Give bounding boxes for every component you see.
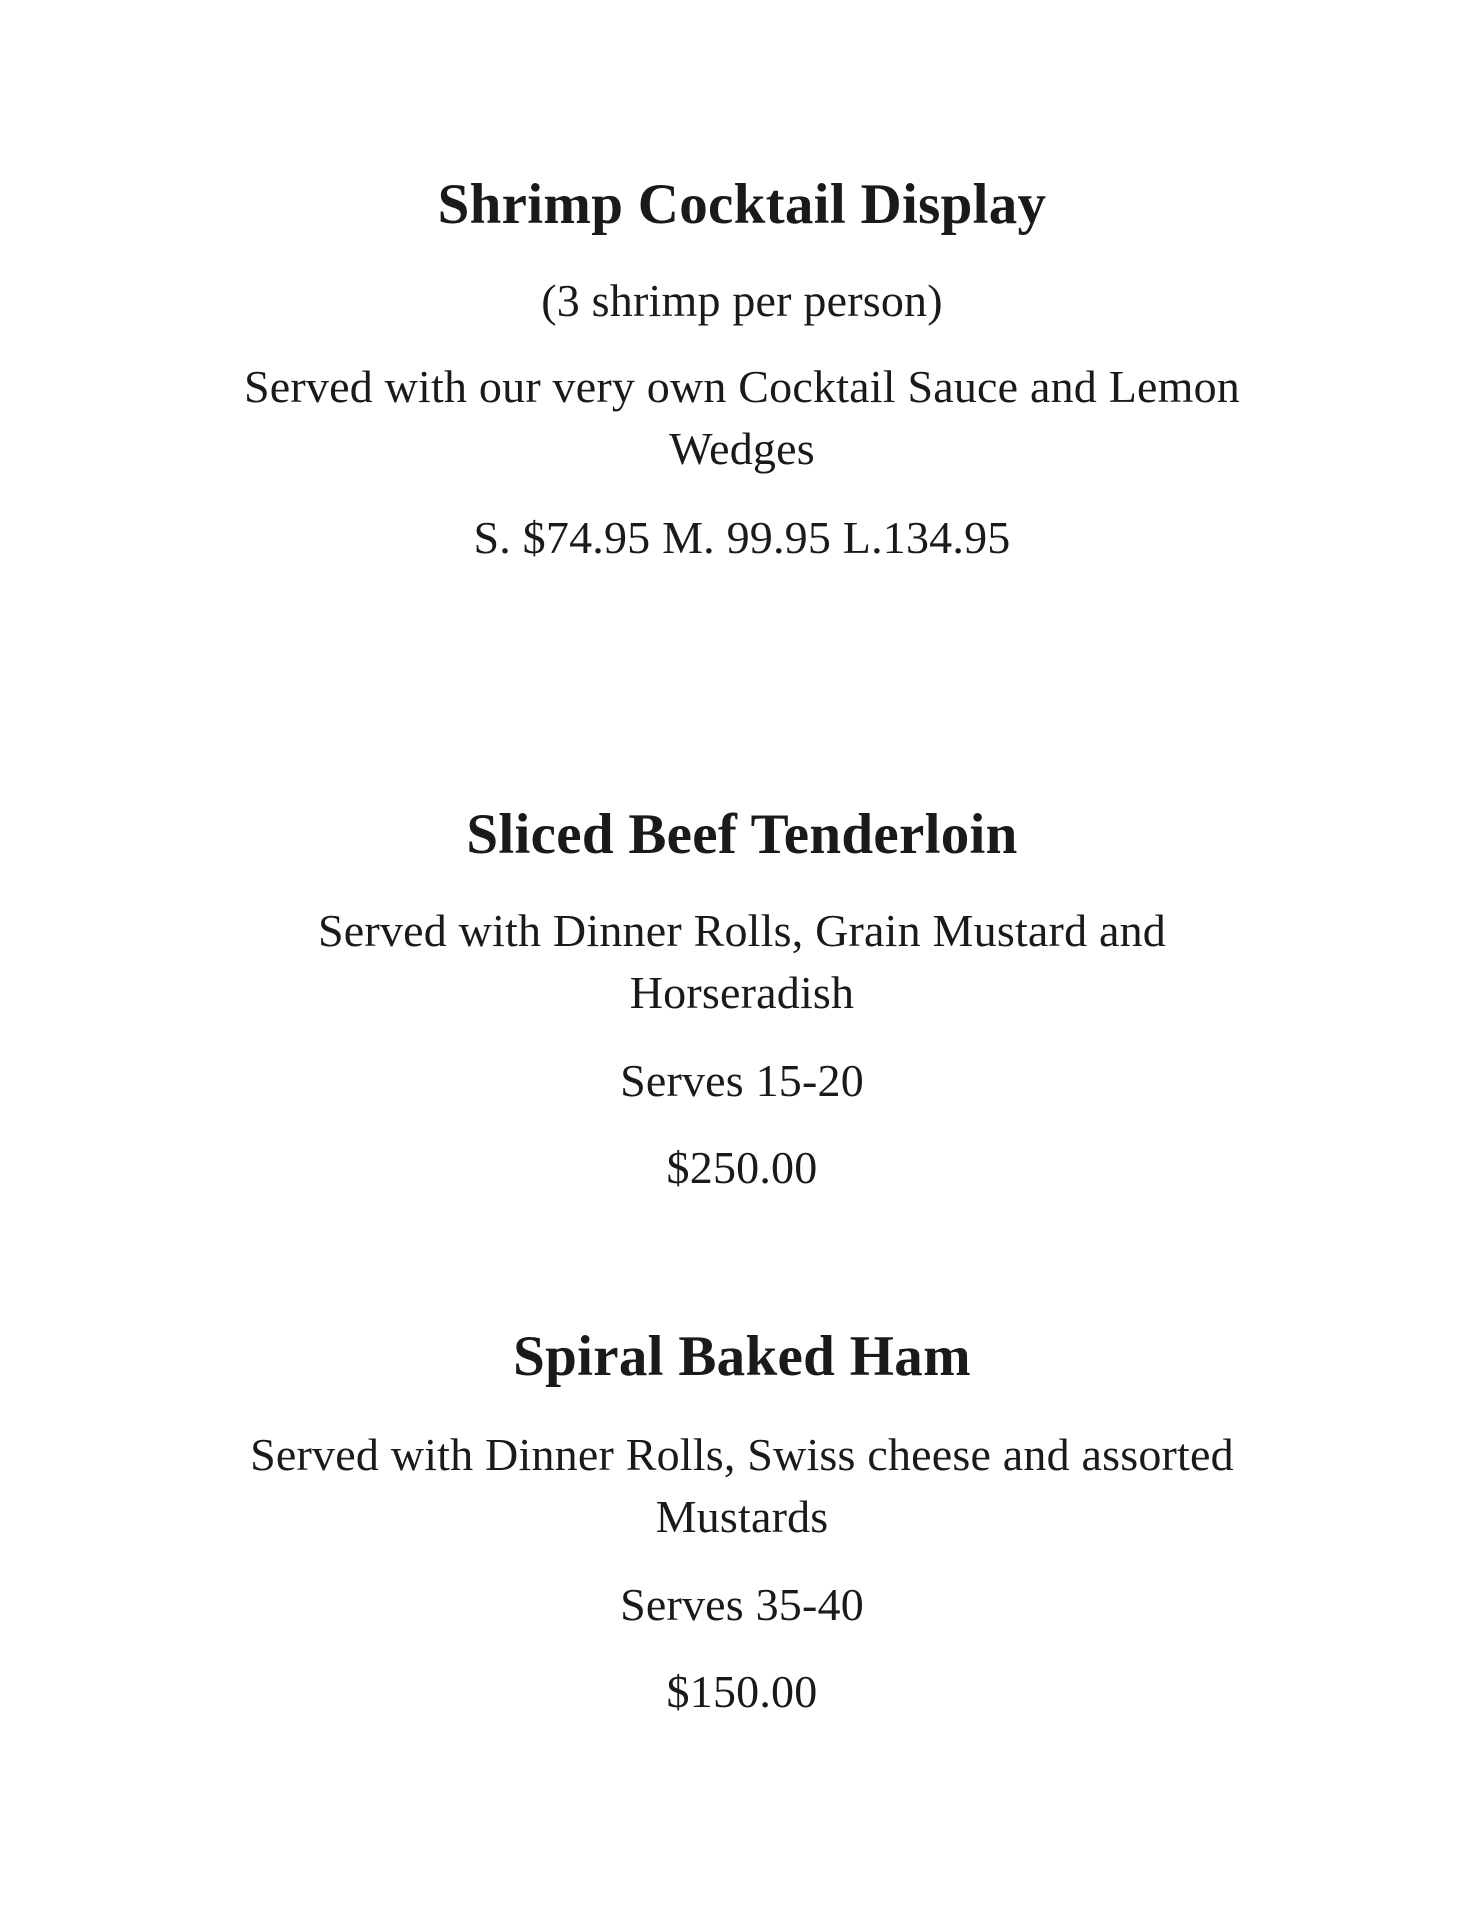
item-description-line-1: Served with Dinner Rolls, Swiss cheese and assorted: [250, 1429, 1234, 1480]
item-serves-spiral-ham: Serves 35-40: [620, 1579, 864, 1630]
item-description-line-1: Served with Dinner Rolls, Grain Mustard and: [318, 905, 1166, 956]
item-description-line-2: Horseradish: [629, 967, 855, 1018]
item-serves-beef-tenderloin: Serves 15-20: [620, 1055, 864, 1106]
item-price-shrimp-cocktail: S. $74.95 M. 99.95 L.134.95: [473, 512, 1011, 563]
item-title-spiral-ham: Spiral Baked Ham: [513, 1325, 971, 1388]
item-title-shrimp-cocktail: Shrimp Cocktail Display: [437, 173, 1047, 236]
item-description-line-2: Wedges: [669, 423, 815, 474]
item-description-line-1: Served with our very own Cocktail Sauce and Lemon: [244, 361, 1240, 412]
item-price-beef-tenderloin: $250.00: [666, 1142, 818, 1193]
item-title-beef-tenderloin: Sliced Beef Tenderloin: [466, 803, 1018, 866]
item-price-spiral-ham: $150.00: [666, 1666, 818, 1717]
item-description-line-2: Mustards: [655, 1491, 829, 1542]
item-subtitle-shrimp-cocktail: (3 shrimp per person): [541, 275, 943, 326]
